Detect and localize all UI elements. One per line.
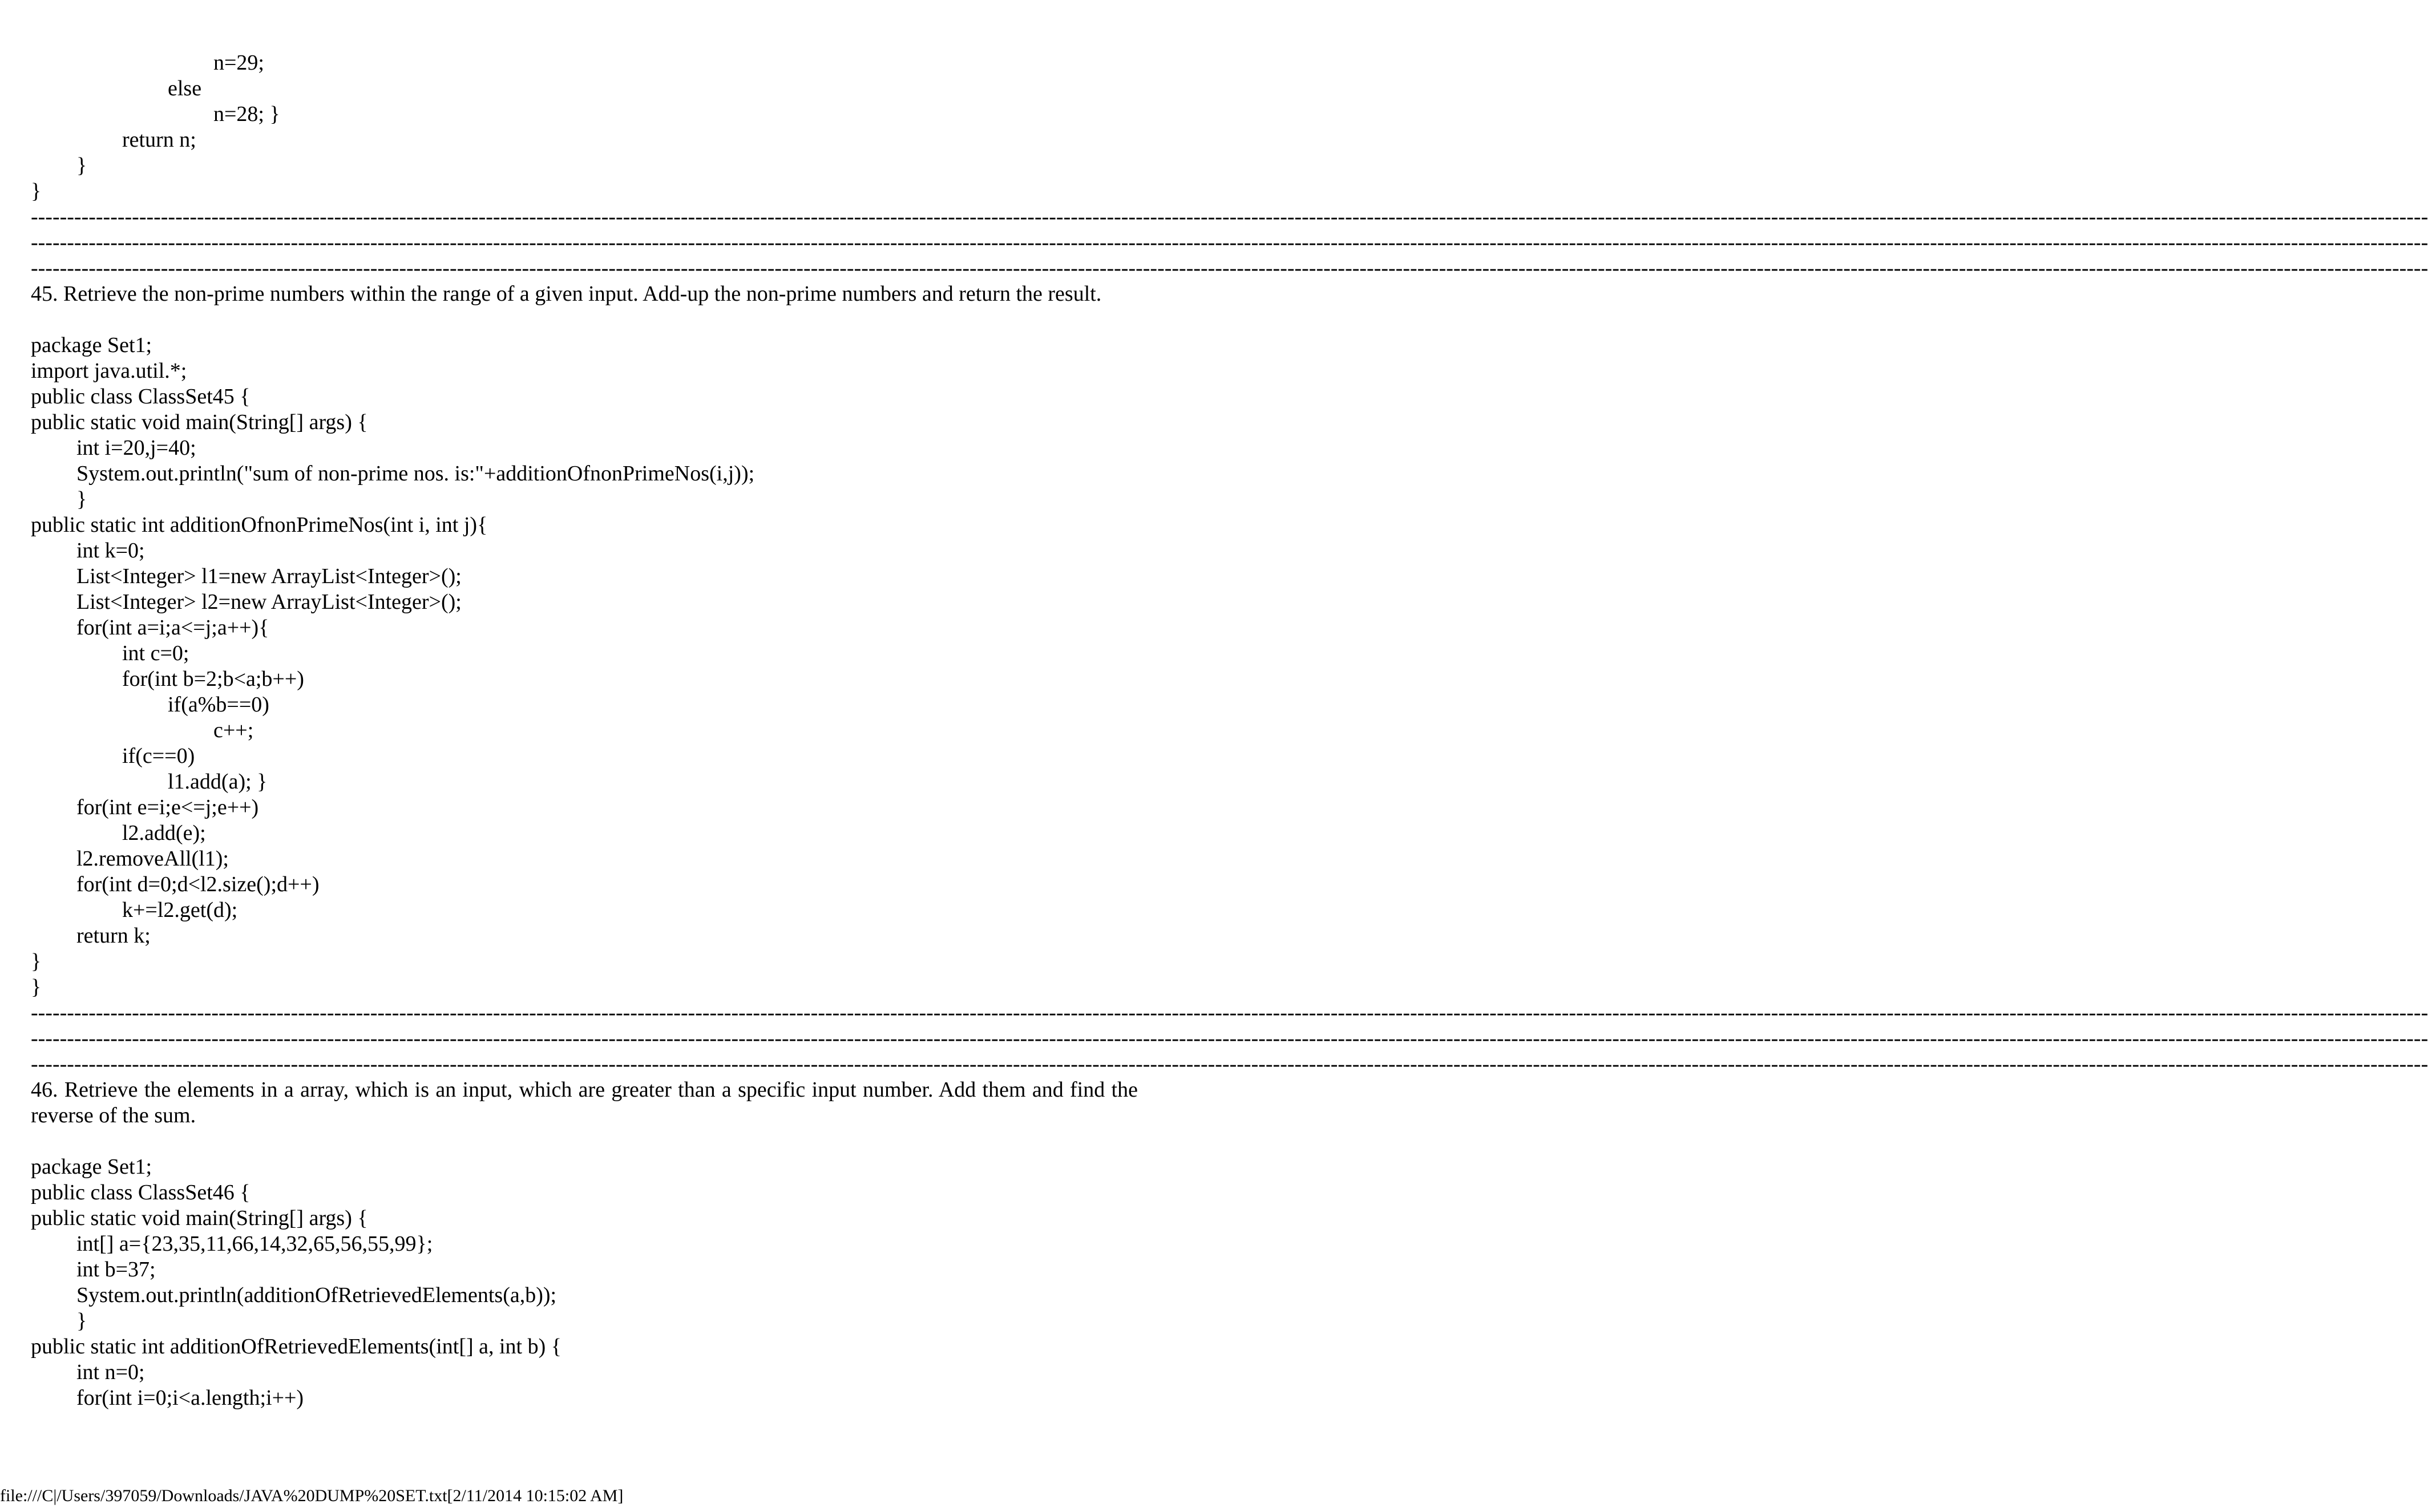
code-line: import java.util.*;	[31, 359, 187, 383]
question-45: 45. Retrieve the non-prime numbers within the range of a given input. Add-up the non-prime numbers and return the result.	[31, 282, 1102, 306]
separator-line: --------------------------------------------------------------------------------------------------------------------------------------------------------------------------------------------------------------------------------------------------------------------------------------------------------------------------------------------	[31, 231, 2428, 254]
code-line: System.out.println("sum of non-prime nos. is:"+additionOfnonPrimeNos(i,j));	[76, 462, 755, 486]
code-line: public static int additionOfRetrievedElements(int[] a, int b) {	[31, 1335, 561, 1359]
code-line: if(c==0)	[122, 744, 195, 768]
code-line: public class ClassSet46 {	[31, 1181, 251, 1204]
code-line: System.out.println(additionOfRetrievedElements(a,b));	[76, 1283, 557, 1307]
separator	[31, 204, 2428, 281]
separator-line: --------------------------------------------------------------------------------------------------------------------------------------------------------------------------------------------------------------------------------------------------------------------------------------------------------------------------------------------	[31, 1052, 2428, 1076]
code-line: List<Integer> l2=new ArrayList<Integer>();	[76, 590, 462, 614]
document-body	[31, 50, 2428, 1411]
code-line: if(a%b==0)	[168, 693, 269, 717]
code-line: }	[76, 487, 87, 511]
code-line: for(int e=i;e<=j;e++)	[76, 795, 259, 819]
code-line: }	[76, 153, 87, 177]
code-line: int k=0;	[76, 539, 145, 563]
code-line: n=29;	[213, 51, 264, 75]
code-line: else	[168, 76, 202, 100]
code-line: public static int additionOfnonPrimeNos(int i, int j){	[31, 513, 488, 537]
code-line: }	[31, 179, 42, 203]
blank-line	[31, 1129, 1138, 1154]
separator-line: --------------------------------------------------------------------------------------------------------------------------------------------------------------------------------------------------------------------------------------------------------------------------------------------------------------------------------------------	[31, 205, 2428, 229]
code-line: public class ClassSet45 {	[31, 385, 251, 409]
separator	[31, 1000, 2428, 1077]
separator-line: --------------------------------------------------------------------------------------------------------------------------------------------------------------------------------------------------------------------------------------------------------------------------------------------------------------------------------------------	[31, 1026, 2428, 1050]
question-46: 46. Retrieve the elements in a array, which is an input, which are greater than a specific input number. Add them and find the reverse of the sum.	[31, 1078, 1138, 1127]
code-line: for(int d=0;d<l2.size();d++)	[76, 872, 320, 896]
code-line: List<Integer> l1=new ArrayList<Integer>();	[76, 564, 462, 588]
code-line: n=28; }	[213, 102, 280, 126]
separator-line: --------------------------------------------------------------------------------------------------------------------------------------------------------------------------------------------------------------------------------------------------------------------------------------------------------------------------------------------	[31, 1001, 2428, 1025]
code-line: }	[31, 949, 42, 973]
code-line: int i=20,j=40;	[76, 436, 196, 460]
code-line: }	[76, 1309, 87, 1333]
code-line: int[] a={23,35,11,66,14,32,65,56,55,99};	[76, 1232, 433, 1256]
code-line: int c=0;	[122, 641, 189, 665]
file-path-footer: file:///C|/Users/397059/Downloads/JAVA%20DUMP%20SET.txt[2/11/2014 10:15:02 AM]	[0, 1486, 624, 1505]
blank-line	[31, 307, 1138, 333]
code-line: package Set1;	[31, 1155, 152, 1179]
code-block-previous	[31, 50, 1138, 204]
code-line: for(int b=2;b<a;b++)	[122, 667, 304, 691]
code-line: l2.add(e);	[122, 821, 206, 845]
separator-line: --------------------------------------------------------------------------------------------------------------------------------------------------------------------------------------------------------------------------------------------------------------------------------------------------------------------------------------------	[31, 256, 2428, 280]
code-line: c++;	[213, 718, 254, 742]
code-line: int b=37;	[76, 1258, 156, 1281]
code-line: package Set1;	[31, 333, 152, 357]
code-line: int n=0;	[76, 1360, 145, 1384]
code-line: l2.removeAll(l1);	[76, 847, 229, 871]
code-line: l1.add(a); }	[168, 770, 268, 794]
code-line: k+=l2.get(d);	[122, 898, 238, 922]
code-line: public static void main(String[] args) {	[31, 1206, 368, 1230]
code-line: for(int i=0;i<a.length;i++)	[76, 1386, 304, 1410]
code-block-45	[31, 333, 1138, 1000]
code-line: public static void main(String[] args) {	[31, 410, 368, 434]
code-line: }	[31, 975, 42, 999]
code-line: return k;	[76, 924, 151, 948]
code-line: for(int a=i;a<=j;a++){	[76, 616, 269, 640]
code-block-46	[31, 1154, 1138, 1411]
code-line: return n;	[122, 128, 196, 152]
